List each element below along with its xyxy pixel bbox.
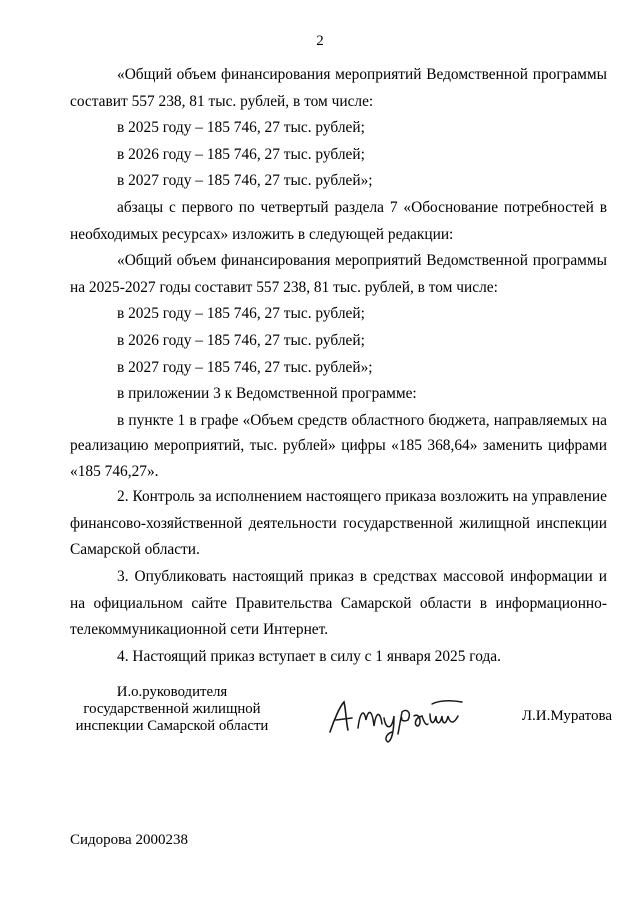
document-body	[70, 62, 607, 670]
paragraph: «Общий объем финансирования мероприятий Ведомственной программы составит 557 238, 81 тыс. рублей, в том числе:	[70, 66, 607, 110]
signatory-name: Л.И.Муратова	[521, 708, 612, 724]
signatory-title-line: инспекции Самарской области	[75, 718, 269, 734]
paragraph: в 2025 году – 185 746, 27 тыс. рублей;	[117, 119, 365, 137]
paragraph: абзацы с первого по четвертый раздела 7 «Обоснование потребностей в необходимых ресурсах» изложить в следующей редакции:	[70, 198, 607, 243]
signatory-title-line: государственной жилищной	[83, 701, 261, 717]
handwritten-signature	[322, 690, 472, 744]
signatory-title-line: И.о.руководителя	[116, 684, 228, 700]
page-number: 2	[316, 33, 324, 49]
paragraph: в 2025 году – 185 746, 27 тыс. рублей;	[117, 305, 365, 323]
paragraph: 4. Настоящий приказ вступает в силу с 1 января 2025 года.	[117, 647, 501, 665]
paragraph: «Общий объем финансирования мероприятий Ведомственной программы на 2025-2027 годы составит 557 238, 81 тыс. рублей, в том числе:	[70, 252, 607, 296]
executor-note: Сидорова 2000238	[70, 832, 188, 848]
paragraph: 3. Опубликовать настоящий приказ в средствах массовой информации и на официальном сайте Правительства Самарской области в информационно-телекоммуникационной сети Интернет.	[70, 568, 607, 639]
paragraph: в пункте 1 в графе «Объем средств областного бюджета, направляемых на реализацию мероприятий, тыс. рублей» цифры «185 368,64» заменить цифрами «185 746,27».	[70, 411, 607, 480]
paragraph: в 2027 году – 185 746, 27 тыс. рублей»;	[117, 358, 373, 376]
paragraph: в 2027 году – 185 746, 27 тыс. рублей»;	[117, 172, 373, 190]
paragraph: в 2026 году – 185 746, 27 тыс. рублей;	[117, 331, 365, 349]
paragraph: в приложении 3 к Ведомственной программе:	[117, 385, 417, 403]
signatory-title	[72, 684, 272, 735]
signature-block	[72, 684, 612, 744]
paragraph: 2. Контроль за исполнением настоящего приказа возложить на управление финансово-хозяйственной деятельности государственной жилищной инспекции Самарской области.	[70, 488, 607, 559]
paragraph: в 2026 году – 185 746, 27 тыс. рублей;	[117, 145, 365, 163]
